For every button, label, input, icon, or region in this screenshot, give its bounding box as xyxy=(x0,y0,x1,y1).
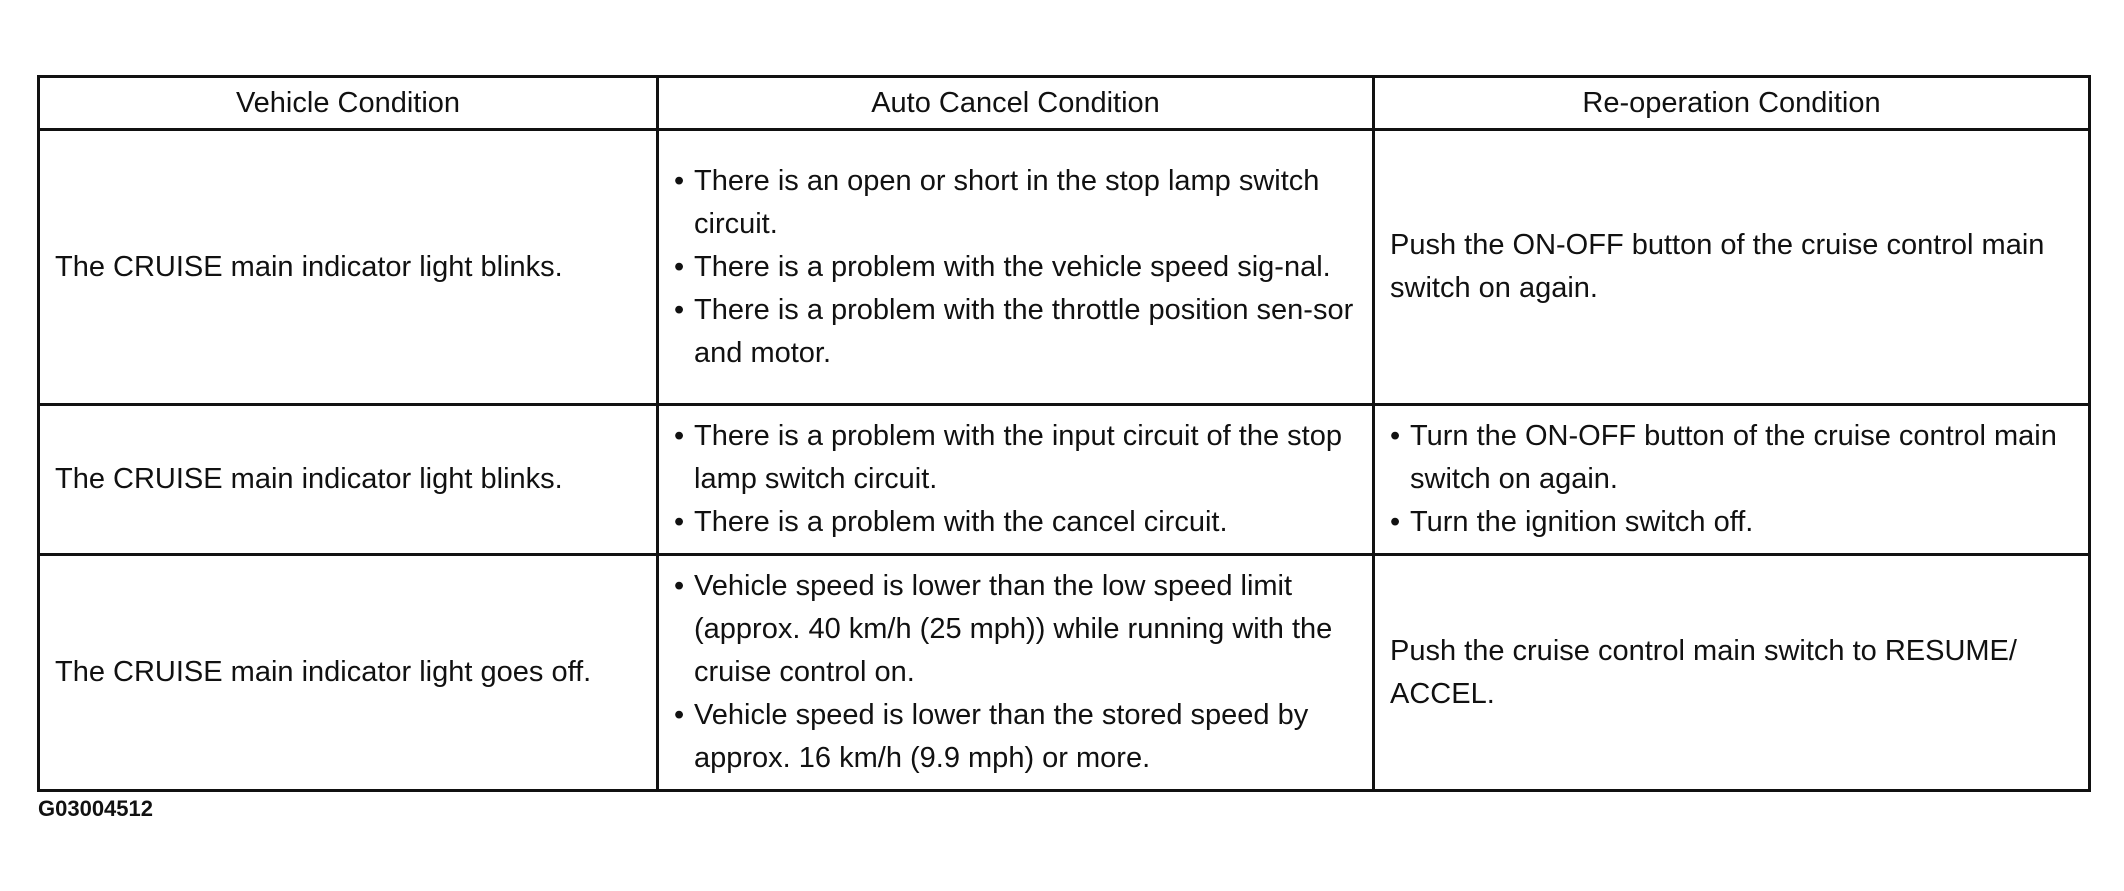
vehicle-condition-cell: The CRUISE main indicator light goes off. xyxy=(39,555,658,791)
figure-id-label: G03004512 xyxy=(38,796,153,821)
list-item: • There is a problem with the input circuit of the stop lamp switch circuit. xyxy=(674,415,1358,501)
list-item: • There is a problem with the cancel circuit. xyxy=(674,501,1358,544)
table-row xyxy=(39,130,2090,405)
list-item: • Vehicle speed is lower than the stored speed by approx. 16 km/h (9.9 mph) or more. xyxy=(674,694,1358,780)
table-header-row xyxy=(39,77,2090,130)
list-item: • There is a problem with the throttle position sen-sor and motor. xyxy=(674,289,1358,375)
vehicle-condition-cell: The CRUISE main indicator light blinks. xyxy=(39,130,658,405)
header-vehicle-condition: Vehicle Condition xyxy=(39,77,658,130)
auto-cancel-cell xyxy=(658,555,1374,791)
table-row xyxy=(39,405,2090,555)
auto-cancel-cell xyxy=(658,130,1374,405)
auto-cancel-list xyxy=(674,160,1358,375)
reoperation-cell xyxy=(1374,405,2090,555)
cruise-condition-table xyxy=(37,75,2091,792)
vehicle-condition-cell: The CRUISE main indicator light blinks. xyxy=(39,405,658,555)
reoperation-cell: Push the ON-OFF button of the cruise control main switch on again. xyxy=(1374,130,2090,405)
reoperation-cell: Push the cruise control main switch to RESUME/ ACCEL. xyxy=(1374,555,2090,791)
header-auto-cancel-condition: Auto Cancel Condition xyxy=(658,77,1374,130)
list-item: • Turn the ignition switch off. xyxy=(1390,501,2074,544)
reoperation-list xyxy=(1390,415,2074,544)
list-item: • There is an open or short in the stop lamp switch circuit. xyxy=(674,160,1358,246)
header-reoperation-condition: Re-operation Condition xyxy=(1374,77,2090,130)
auto-cancel-list xyxy=(674,415,1358,544)
table-row xyxy=(39,555,2090,791)
auto-cancel-list xyxy=(674,565,1358,780)
auto-cancel-cell xyxy=(658,405,1374,555)
list-item: • Vehicle speed is lower than the low speed limit (approx. 40 km/h (25 mph)) while running with the cruise control on. xyxy=(674,565,1358,694)
list-item: • Turn the ON-OFF button of the cruise control main switch on again. xyxy=(1390,415,2074,501)
list-item: • There is a problem with the vehicle speed sig-nal. xyxy=(674,246,1358,289)
